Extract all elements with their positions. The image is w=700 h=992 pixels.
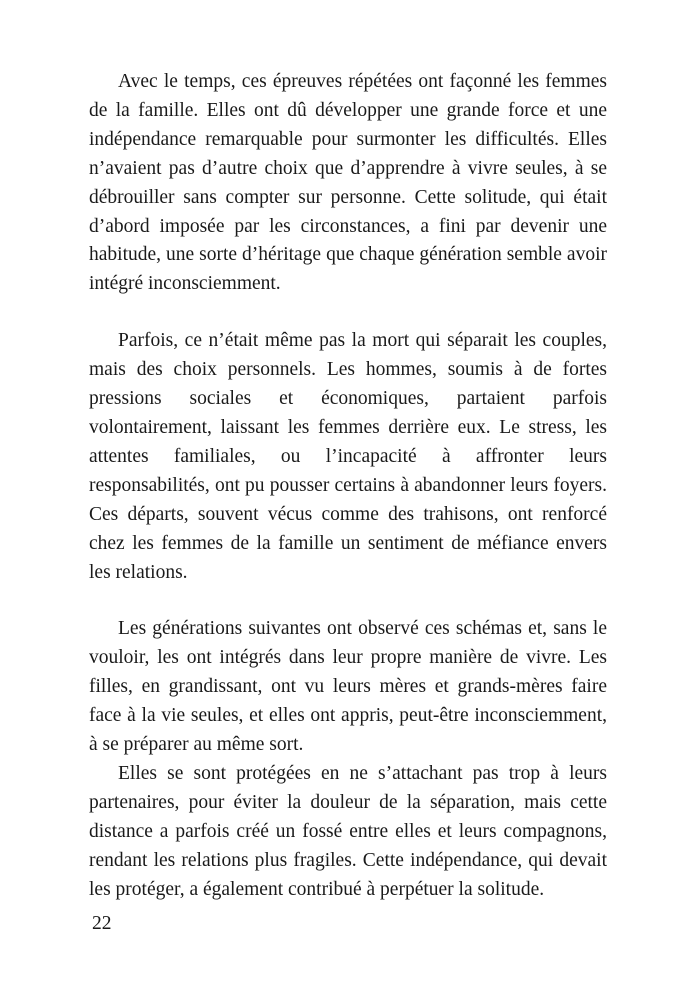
page-body	[89, 68, 607, 904]
paragraph-2: Parfois, ce n’était même pas la mort qui séparait les couples, mais des choix personnels. Les hommes, soumis à de fortes pressions sociales et économiques, partaient parfois volontairement, laissant les femmes derrière eux. Le stress, les attentes familiales, ou l’incapacité à affronter leurs responsabilités, ont pu pousser certains à abandonner leurs foyers. Ces départs, souvent vécus comme des trahisons, ont renforcé chez les femmes de la famille un sentiment de méfiance envers les relations.	[89, 330, 607, 583]
paragraph-1: Avec le temps, ces épreuves répétées ont façonné les femmes de la famille. Elles ont dû développer une grande force et une indépendance remarquable pour surmonter les difficultés. Elles n’avaient pas d’autre choix que d’apprendre à vivre seules, à se débrouiller sans compter sur personne. Cette solitude, qui était d’abord imposée par les circonstances, a fini par devenir une habitude, une sorte d’héritage que chaque génération semble avoir intégré inconsciemment.	[89, 71, 607, 295]
paragraph-4: Elles se sont protégées en ne s’attachant pas trop à leurs partenaires, pour éviter la douleur de la séparation, mais cette distance a parfois créé un fossé entre elles et leurs compagnons, rendant les relations plus fragiles. Cette indépendance, qui devait les protéger, a également contribué à perpétuer la solitude.	[89, 762, 607, 900]
page-number: 22	[92, 913, 112, 934]
paragraph-3: Les générations suivantes ont observé ces schémas et, sans le vouloir, les ont intégrés dans leur propre manière de vivre. Les filles, en grandissant, ont vu leurs mères et grands-mères faire face à la vie seules, et elles ont appris, peut-être inconsciemment, à se préparer au même sort.	[89, 618, 607, 756]
